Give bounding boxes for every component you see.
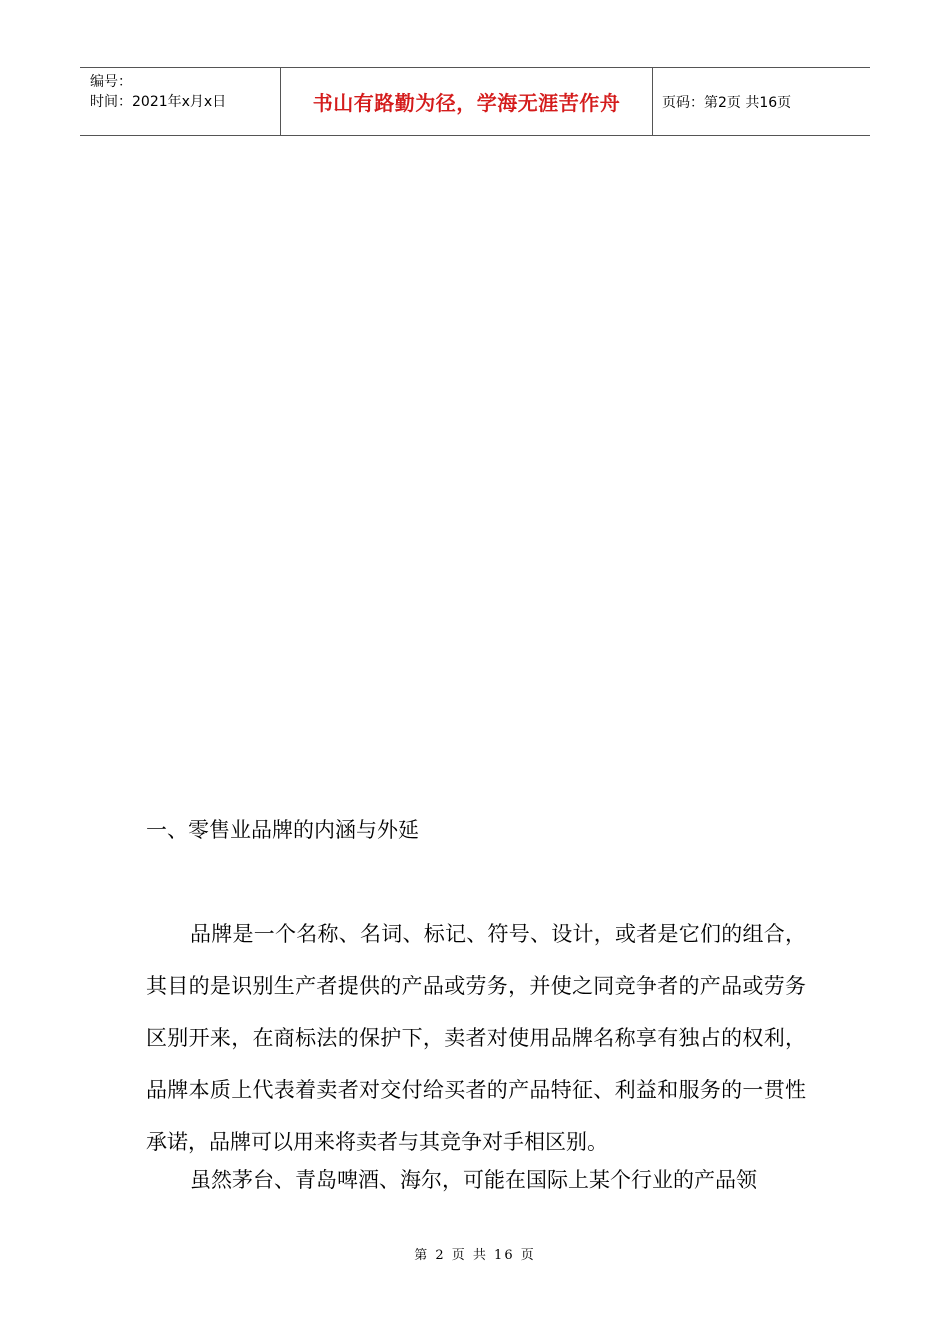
- document-header: [80, 67, 870, 136]
- date-label: 时间：2021年x月x日: [90, 94, 227, 110]
- body-paragraph: 虽然茅台、青岛啤酒、海尔，可能在国际上某个行业的产品领: [190, 1168, 757, 1192]
- header-meta-cell: [80, 68, 281, 135]
- serial-number-label: 编号：: [90, 74, 132, 90]
- section-heading: 一、零售业品牌的内涵与外延: [146, 818, 419, 842]
- header-page-cell: [653, 68, 870, 135]
- header-page-info: 页码：第2页 共16页: [662, 94, 792, 111]
- header-motto-cell: [281, 68, 653, 135]
- body-paragraph: 品牌是一个名称、名词、标记、符号、设计，或者是它们的组合，其目的是识别生产者提供的产品或劳务，并使之同竞争者的产品或劳务区别开来，在商标法的保护下，卖者对使用品牌名称享有独占的权利，品牌本质上代表着卖者对交付给买者的产品特征、利益和服务的一贯性承诺，品牌可以用来将卖者与其竞争对手相区别。: [146, 922, 806, 1154]
- page-footer: 第 2 页 共 16 页: [414, 1248, 536, 1263]
- header-motto: 书山有路勤为径，学海无涯苦作舟: [312, 91, 621, 115]
